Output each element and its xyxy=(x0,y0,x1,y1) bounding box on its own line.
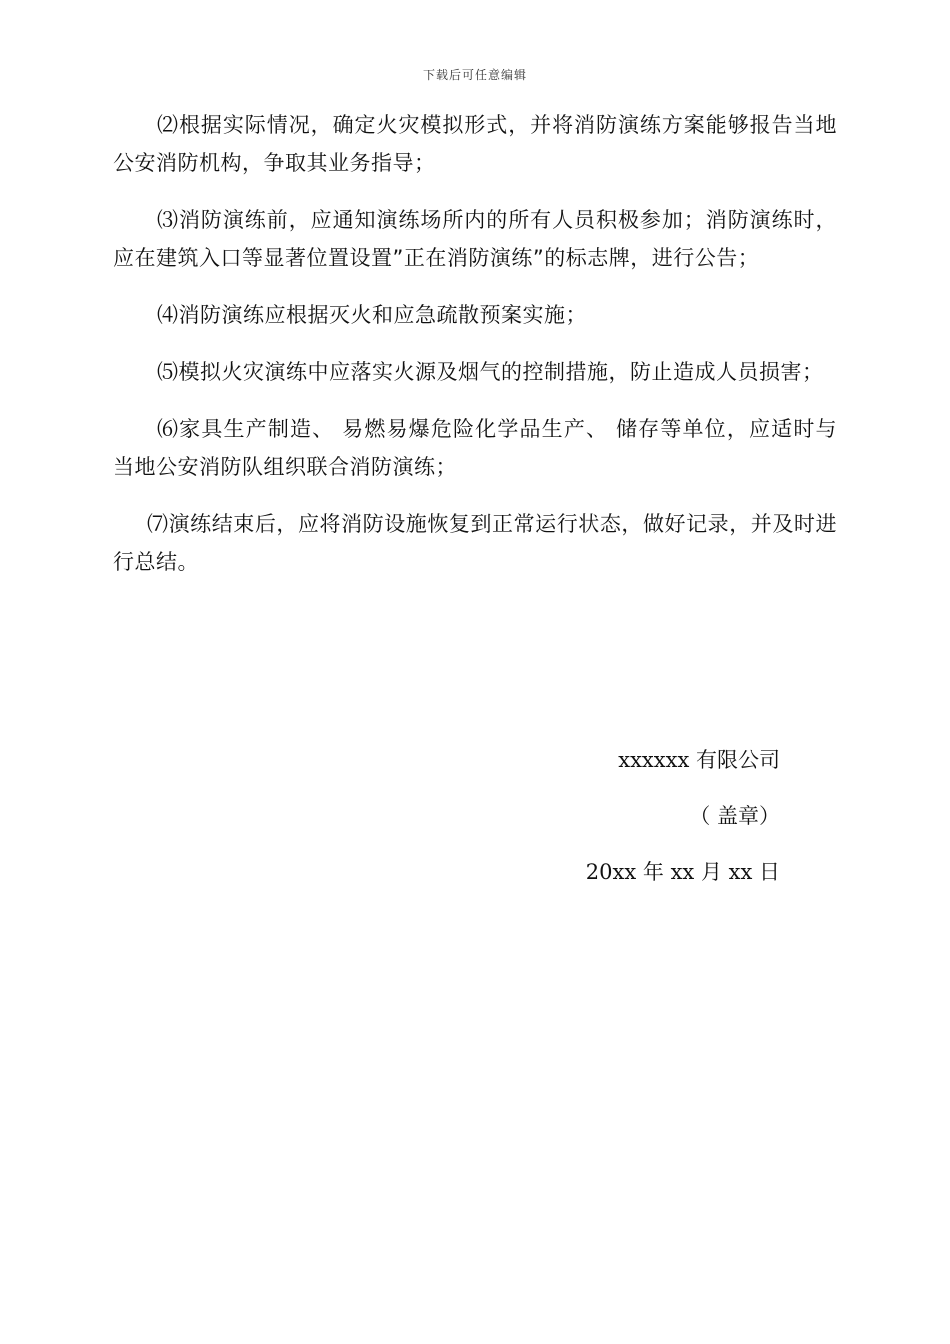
company-name-prefix: xxxxxx xyxy=(618,748,690,772)
document-body xyxy=(113,106,837,600)
date-year-unit: 年 xyxy=(642,860,664,884)
date-year: 20xx xyxy=(585,860,637,884)
date-month-unit: 月 xyxy=(700,860,722,884)
date-day-unit: 日 xyxy=(759,860,780,884)
signature-date xyxy=(586,852,780,908)
date-day: xx xyxy=(728,860,753,884)
paragraph-item-6: ⑹家具生产制造、 易燃易爆危险化学品生产、 储存等单位，应适时与当地公安消防队组织联合消防演练； xyxy=(113,417,837,479)
page-header: 下载后可任意编辑 xyxy=(422,68,527,82)
paragraph-item-4: ⑷消防演练应根据灭火和应急疏散预案实施； xyxy=(157,303,587,327)
date-month: xx xyxy=(670,860,695,884)
paragraph-item-5: ⑸模拟火灾演练中应落实火源及烟气的控制措施，防止造成人员损害； xyxy=(157,360,824,384)
company-name-suffix: 有限公司 xyxy=(696,748,780,772)
paragraph-item-3: ⑶消防演练前，应通知演练场所内的所有人员积极参加；消防演练时，应在建筑入口等显著位置设置”正在消防演练”的标志牌，进行公告； xyxy=(113,208,837,270)
paragraph-item-2: ⑵根据实际情况，确定火灾模拟形式，并将消防演练方案能够报告当地公安消防机构，争取其业务指导； xyxy=(113,113,837,175)
signature-block xyxy=(586,740,780,908)
company-name xyxy=(586,740,780,796)
seal-note: （ 盖章） xyxy=(689,804,780,828)
paragraph-item-7: ⑺演练结束后，应将消防设施恢复到正常运行状态，做好记录，并及时进行总结。 xyxy=(113,512,837,574)
